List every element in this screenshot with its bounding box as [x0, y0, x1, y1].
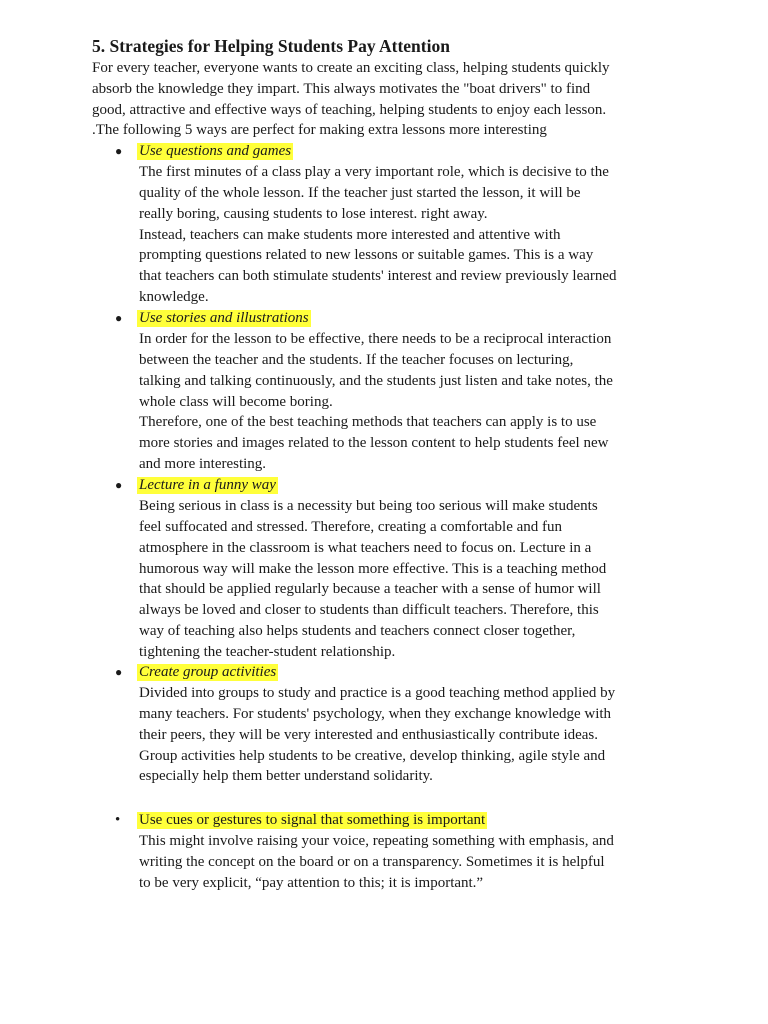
strategy-body	[139, 496, 699, 663]
body-line: to be very explicit, “pay attention to this; it is important.”	[139, 874, 484, 891]
strategy-heading	[139, 141, 293, 162]
strategy-heading-text: Use questions and games	[139, 143, 292, 159]
body-line: whole class will become boring.	[139, 393, 333, 410]
body-line: many teachers. For students' psychology, when they exchange knowledge with	[139, 705, 612, 722]
body-line: This might involve raising your voice, repeating something with emphasis, and	[139, 833, 614, 849]
body-line: really boring, causing students to lose interest. right away.	[139, 205, 488, 222]
strategy-heading	[139, 810, 487, 831]
body-line: The first minutes of a class play a very important role, which is decisive to the	[139, 164, 609, 180]
body-line: humorous way will make the lesson more effective. This is a teaching method	[139, 560, 607, 577]
strategy-heading	[139, 475, 278, 496]
body-line: especially help them better understand solidarity.	[139, 768, 433, 785]
intro-line: good, attractive and effective ways of teaching, helping students to enjoy each lesson.	[92, 101, 607, 118]
body-line: Instead, teachers can make students more interested and attentive with	[139, 226, 561, 243]
body-line: quality of the whole lesson. If the teacher just started the lesson, it will be	[139, 184, 581, 201]
strategy-heading-text: Lecture in a funny way	[139, 477, 276, 493]
body-line: talking and talking continuously, and the students just listen and take notes, the	[139, 372, 613, 389]
body-line: writing the concept on the board or on a transparency. Sometimes it is helpful	[139, 853, 605, 870]
body-line: Group activities help students to be creative, develop thinking, agile style and	[139, 747, 606, 764]
body-line: In order for the lesson to be effective, there needs to be a reciprocal interaction	[139, 331, 612, 347]
strategy-heading-text: Use stories and illustrations	[139, 310, 309, 326]
intro-line: For every teacher, everyone wants to create an exciting class, helping students quickly	[92, 60, 610, 76]
body-line: their peers, they will be very interested and enthusiastically contribute ideas.	[139, 726, 599, 743]
strategy-body	[139, 162, 699, 308]
strategy-heading-text: Create group activities	[139, 664, 277, 680]
body-line: between the teacher and the students. If the teacher focuses on lecturing,	[139, 351, 574, 368]
intro-line: .The following 5 ways are perfect for making extra lessons more interesting	[92, 122, 547, 139]
bullet-icon: •	[115, 812, 121, 828]
body-line: Divided into groups to study and practice is a good teaching method applied by	[139, 685, 616, 701]
body-line: tightening the teacher-student relationship.	[139, 643, 396, 660]
body-line: Being serious in class is a necessity but being too serious will make students	[139, 498, 598, 514]
bullet-icon: ●	[115, 144, 123, 158]
body-line: always be loved and closer to students than difficult teachers. Therefore, this	[139, 602, 599, 619]
body-line: way of teaching also helps students and teachers connect closer together,	[139, 623, 576, 640]
intro-paragraph	[92, 58, 692, 141]
body-line: prompting questions related to new lessons or suitable games. This is a way	[139, 247, 594, 264]
body-line: and more interesting.	[139, 456, 267, 473]
strategy-heading-text: Use cues or gestures to signal that something is important	[139, 812, 486, 828]
body-line: that should be applied regularly because a teacher with a sense of humor will	[139, 581, 601, 598]
strategy-heading	[139, 308, 311, 329]
section-title: 5. Strategies for Helping Students Pay Attention	[92, 36, 450, 56]
body-line: Therefore, one of the best teaching methods that teachers can apply is to use	[139, 414, 597, 431]
bullet-icon: ●	[115, 478, 123, 492]
strategy-heading	[139, 662, 278, 683]
strategy-body	[139, 329, 699, 475]
body-line: feel suffocated and stressed. Therefore, creating a comfortable and fun	[139, 518, 563, 535]
body-line: more stories and images related to the lesson content to help students feel new	[139, 435, 609, 452]
bullet-icon: ●	[115, 665, 123, 679]
body-line: atmosphere in the classroom is what teachers need to focus on. Lecture in a	[139, 539, 592, 556]
bullet-icon: ●	[115, 311, 123, 325]
strategy-body	[139, 683, 699, 787]
intro-line: absorb the knowledge they impart. This always motivates the "boat drivers" to find	[92, 80, 591, 97]
body-line: that teachers can both stimulate students' interest and review previously learned	[139, 268, 617, 285]
body-line: knowledge.	[139, 289, 209, 306]
strategy-body	[139, 831, 699, 894]
